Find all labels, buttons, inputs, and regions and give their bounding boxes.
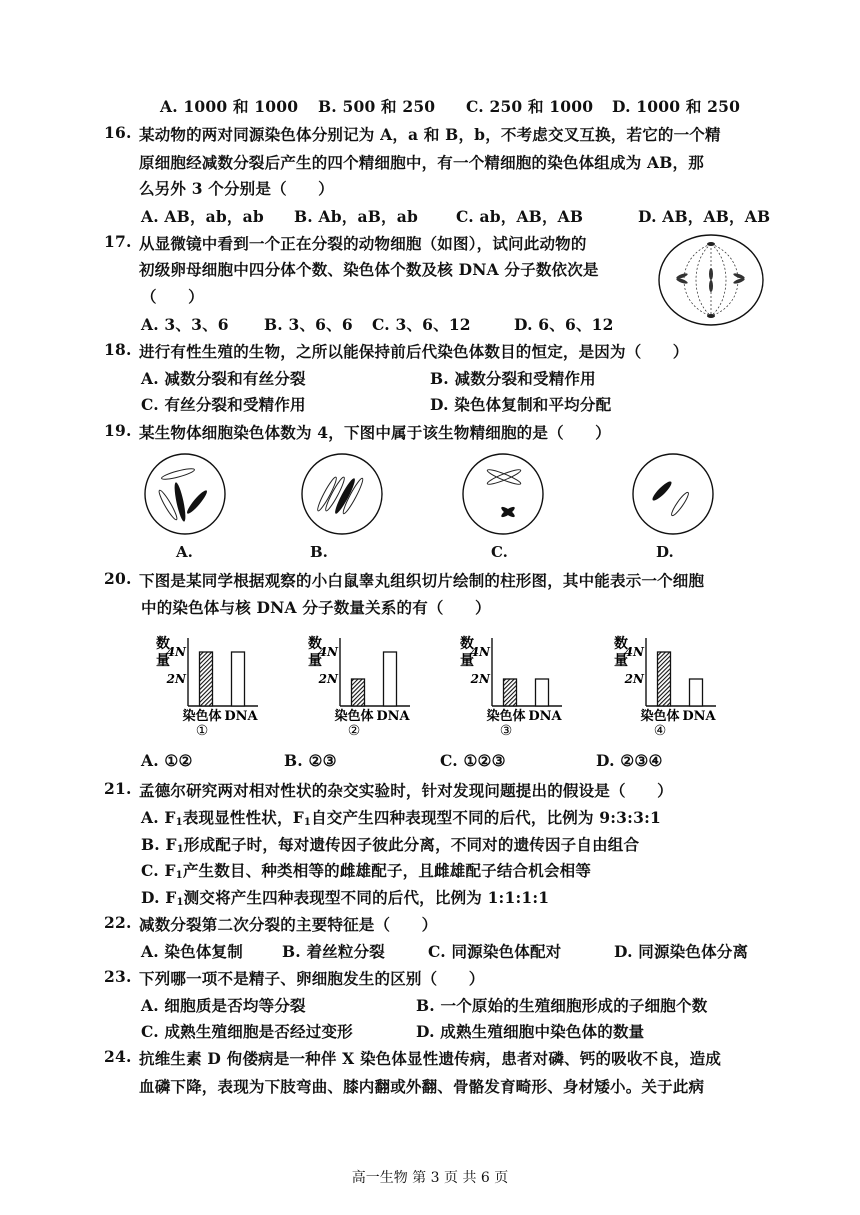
y-tick-label: 2N [470, 672, 490, 686]
q23-number: 23. [104, 967, 132, 986]
chart-caption: ① [195, 723, 209, 736]
q18-option-d: D. 染色体复制和平均分配 [430, 395, 612, 414]
category-label: DNA [224, 709, 258, 724]
category-label: 染色体 [182, 709, 222, 724]
q15-option-a: A. 1000 和 1000 [160, 97, 299, 116]
q22-option-d: D. 同源染色体分离 [614, 942, 749, 961]
q21-option-d [141, 886, 549, 908]
q21-a-post: 自交产生四种表现型不同的后代，比例为 9:3:3:1 [311, 808, 661, 827]
chart-caption: ② [347, 723, 361, 736]
q21-b-mid: 形成配子时，每对遗传因子彼此分离，不同对的遗传因子自由组合 [183, 835, 640, 854]
page-footer: 高一生物 第 3 页 共 6 页 [351, 1170, 509, 1186]
chart-2 [298, 628, 418, 736]
y-axis-label: 量 [614, 653, 628, 669]
q16-option-a: A. AB，ab，ab [141, 207, 264, 226]
chart-caption: ④ [653, 723, 667, 736]
q24-line-2: 血磷下降，表现为下肢弯曲、膝内翻或外翻、骨骼发育畸形、身材矮小。关于此病 [139, 1077, 705, 1096]
q23-option-d: D. 成熟生殖细胞中染色体的数量 [416, 1022, 645, 1041]
bar-dna [536, 679, 549, 706]
q15-option-d: D. 1000 和 250 [612, 97, 741, 116]
y-tick-label: 4N [318, 645, 338, 659]
q20-line-1: 下图是某同学根据观察的小白鼠睾丸组织切片绘制的柱形图，其中能表示一个细胞 [139, 571, 705, 590]
category-label: 染色体 [640, 709, 680, 724]
q16-option-d: D. AB，AB，AB [638, 207, 771, 226]
q19-line: 某生物体细胞染色体数为 4，下图中属于该生物精细胞的是（ ） [139, 423, 611, 442]
q21-line: 孟德尔研究两对相对性状的杂交实验时，针对发现问题提出的假设是（ ） [139, 781, 673, 800]
q23-line: 下列哪一项不是精子、卵细胞发生的区别（ ） [139, 969, 485, 988]
chart-3 [450, 628, 570, 736]
q16-line-2: 原细胞经减数分裂后产生的四个精细胞中，有一个精细胞的染色体组成为 AB，那 [139, 153, 704, 172]
q17-number: 17. [104, 232, 132, 251]
q22-number: 22. [104, 913, 132, 932]
q21-d-mid: 测交将产生四种表现型不同的后代，比例为 1:1:1:1 [183, 888, 550, 907]
bar-dna [232, 652, 245, 706]
q23-option-b: B. 一个原始的生殖细胞形成的子细胞个数 [416, 996, 708, 1015]
y-axis-label: 数 [460, 636, 474, 652]
q22-option-a: A. 染色体复制 [141, 942, 243, 961]
q15-option-b: B. 500 和 250 [318, 97, 436, 116]
q23-option-c: C. 成熟生殖细胞是否经过变形 [141, 1022, 353, 1041]
q16-line-3: 么另外 3 个分别是（ ） [139, 179, 334, 198]
cell-label-a: A. [176, 543, 193, 561]
q21-a-sub: 1 [175, 817, 183, 828]
y-tick-label: 2N [166, 672, 186, 686]
bar-chromosome [352, 679, 365, 706]
q16-option-c: C. ab，AB，AB [456, 207, 584, 226]
q23-option-a: A. 细胞质是否均等分裂 [141, 996, 306, 1015]
q17-line-3: （ ） [141, 287, 204, 306]
bar-chromosome [200, 652, 213, 706]
q16-number: 16. [104, 123, 132, 142]
q21-c-mid: 产生数目、种类相等的雌雄配子，且雌雄配子结合机会相等 [182, 861, 592, 880]
chart-caption: ③ [499, 723, 513, 736]
category-label: 染色体 [486, 709, 526, 724]
q17-line-1: 从显微镜中看到一个正在分裂的动物细胞（如图），试问此动物的 [139, 234, 587, 253]
y-tick-label: 4N [166, 645, 186, 659]
q20-option-a: A. ①② [141, 751, 193, 770]
q21-option-b [141, 833, 639, 855]
bar-dna [690, 679, 703, 706]
y-axis-label: 量 [308, 653, 322, 669]
q18-option-a: A. 减数分裂和有丝分裂 [141, 369, 306, 388]
cell-figure-b [297, 452, 387, 536]
category-label: DNA [682, 709, 716, 724]
q20-option-b: B. ②③ [284, 751, 337, 770]
cell-label-d: D. [656, 543, 674, 561]
q15-option-c: C. 250 和 1000 [466, 97, 594, 116]
cell-figure-c [458, 452, 548, 536]
q21-option-c [141, 859, 591, 881]
q19-number: 19. [104, 421, 132, 440]
q22-option-b: B. 着丝粒分裂 [282, 942, 385, 961]
q20-number: 20. [104, 569, 132, 588]
q17-option-a: A. 3、3、6 [141, 315, 229, 334]
y-tick-label: 4N [624, 645, 644, 659]
q18-number: 18. [104, 340, 132, 359]
q20-option-c: C. ①②③ [440, 751, 506, 770]
cell-figure-a [140, 452, 230, 536]
y-axis-label: 量 [156, 653, 170, 669]
cell-label-b: B. [310, 543, 328, 561]
q18-option-c: C. 有丝分裂和受精作用 [141, 395, 306, 414]
q21-a-pre: A. F [141, 808, 176, 827]
q16-line-1: 某动物的两对同源染色体分别记为 A，a 和 B，b，不考虑交叉互换，若它的一个精 [139, 125, 721, 144]
y-tick-label: 2N [318, 672, 338, 686]
q21-c-pre: C. F [141, 861, 176, 880]
q21-a-mid: 表现显性性状，F [182, 808, 304, 827]
q21-d-pre: D. F [141, 888, 177, 907]
q20-line-2: 中的染色体与核 DNA 分子数量关系的有（ ） [141, 598, 491, 617]
cell-label-c: C. [491, 543, 508, 561]
q21-b-sub: 1 [176, 844, 184, 855]
category-label: 染色体 [334, 709, 374, 724]
q21-d-sub: 1 [176, 897, 184, 908]
category-label: DNA [376, 709, 410, 724]
q16-option-b: B. Ab，aB，ab [294, 207, 418, 226]
q21-a-sub2: 1 [303, 817, 312, 828]
q17-option-c: C. 3、6、12 [372, 315, 471, 334]
q22-line: 减数分裂第二次分裂的主要特征是（ ） [139, 915, 438, 934]
q24-line-1: 抗维生素 D 佝偻病是一种伴 X 染色体显性遗传病，患者对磷、钙的吸收不良，造成 [139, 1049, 722, 1068]
q22-option-c: C. 同源染色体配对 [428, 942, 562, 961]
y-axis-label: 数 [614, 636, 628, 652]
y-tick-label: 2N [624, 672, 644, 686]
q18-line: 进行有性生殖的生物，之所以能保持前后代染色体数目的恒定，是因为（ ） [139, 342, 689, 361]
y-tick-label: 4N [470, 645, 490, 659]
chart-1 [146, 628, 266, 736]
q21-number: 21. [104, 779, 132, 798]
y-axis-label: 量 [460, 653, 474, 669]
bar-chromosome [658, 652, 671, 706]
q21-c-sub: 1 [175, 870, 183, 881]
bar-chromosome [504, 679, 517, 706]
q21-option-a [141, 806, 661, 828]
chart-4 [604, 628, 724, 736]
q20-option-d: D. ②③④ [596, 751, 663, 770]
q24-number: 24. [104, 1047, 132, 1066]
dividing-cell-figure [655, 232, 767, 328]
bar-dna [384, 652, 397, 706]
y-axis-label: 数 [156, 636, 170, 652]
y-axis-label: 数 [308, 636, 322, 652]
category-label: DNA [528, 709, 562, 724]
q17-option-b: B. 3、6、6 [264, 315, 353, 334]
q17-line-2: 初级卵母细胞中四分体个数、染色体个数及核 DNA 分子数依次是 [139, 260, 599, 279]
cell-figure-d [628, 452, 718, 536]
q18-option-b: B. 减数分裂和受精作用 [430, 369, 596, 388]
q17-option-d: D. 6、6、12 [514, 315, 614, 334]
q21-b-pre: B. F [141, 835, 177, 854]
